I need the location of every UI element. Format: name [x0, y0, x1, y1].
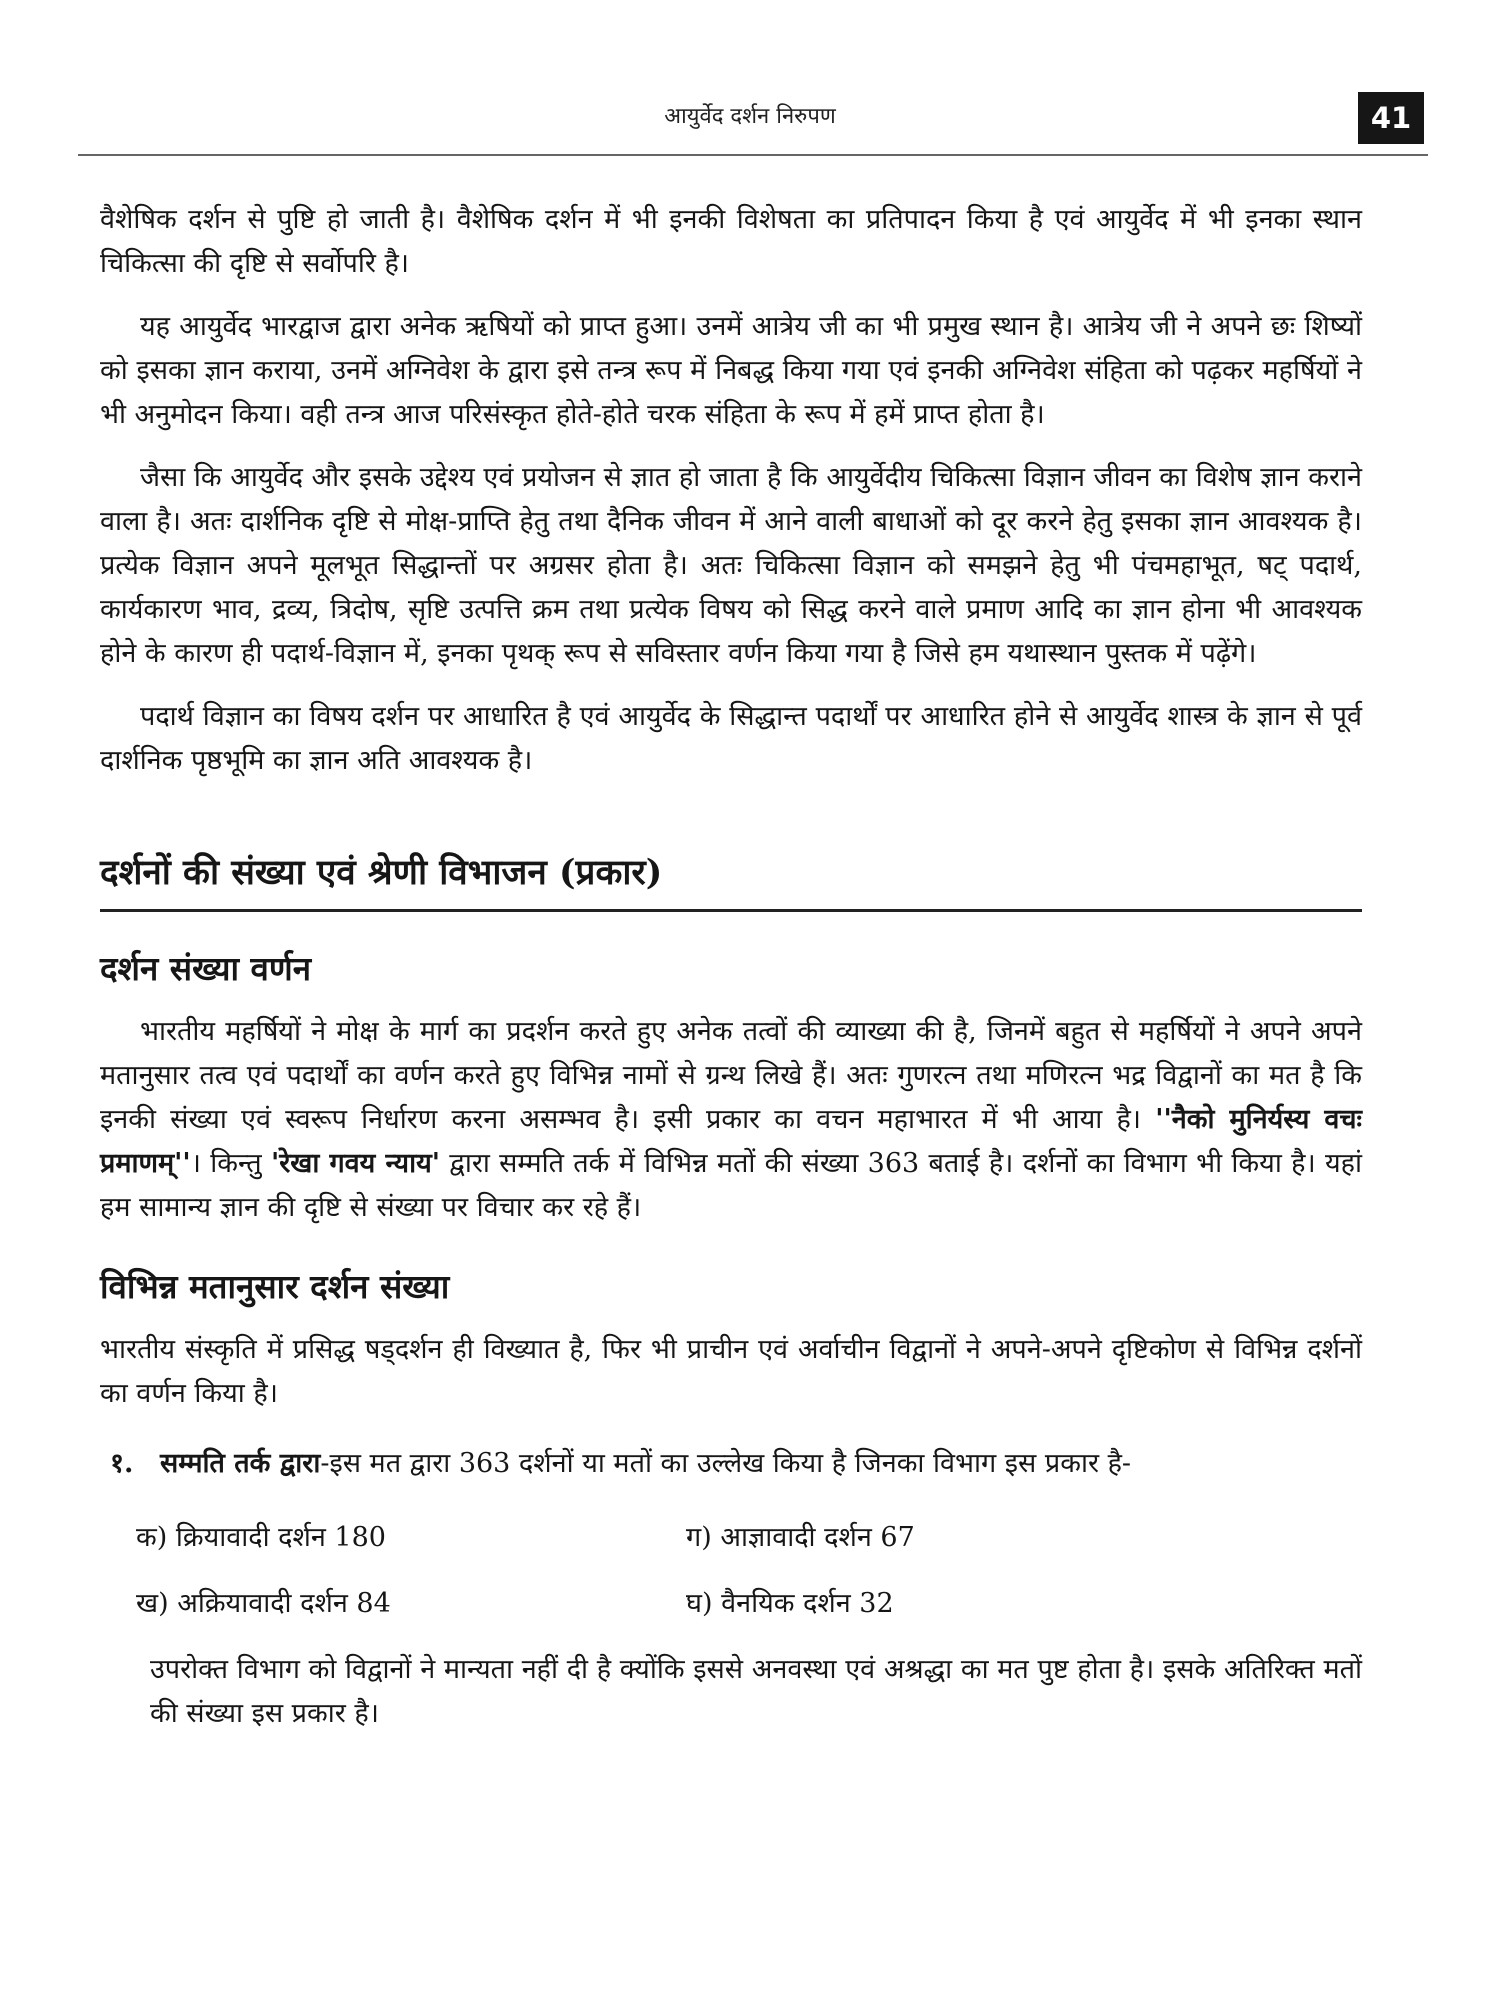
text-span: द्वारा सम्मति तर्क में विभिन्न मतों की संख्या 363 बताई है। दर्शनों का विभाग भी किया है। यहां हम सामान्य ज्ञान की दृष्टि से संख्या पर विचार कर रहे हैं।	[100, 1148, 1362, 1223]
list-item-label: सम्मति तर्क द्वारा	[160, 1448, 321, 1479]
category-agyavadi: ग) आज्ञावादी दर्शन 67	[686, 1522, 915, 1553]
section-heading: दर्शनों की संख्या एवं श्रेणी विभाजन (प्रकार)	[100, 852, 663, 893]
list-item-number: १.	[110, 1448, 134, 1479]
page-body	[100, 198, 1362, 1736]
category-akriyavadi: ख) अक्रियावादी दर्शन 84	[136, 1588, 391, 1619]
paragraph-purpose: जैसा कि आयुर्वेद और इसके उद्देश्य एवं प्रयोजन से ज्ञात हो जाता है कि आयुर्वेदीय चिकित्सा विज्ञान जीवन का विशेष ज्ञान कराने वाला है। अतः दार्शनिक दृष्टि से मोक्ष-प्राप्ति हेतु तथा दैनिक जीवन में आने वाली बाधाओं को दूर करने हेतु इसका ज्ञान आवश्यक है। प्रत्येक विज्ञान अपने मूलभूत सिद्धान्तों पर अग्रसर होता है। अतः चिकित्सा विज्ञान को समझने हेतु भी पंचमहाभूत, षट् पदार्थ, कार्यकारण भाव, द्रव्य, त्रिदोष, सृष्टि उत्पत्ति क्रम तथा प्रत्येक विषय को सिद्ध करने वाले प्रमाण आदि का ज्ञान होना भी आवश्यक होने के कारण ही पदार्थ-विज्ञान में, इनका पृथक् रूप से सविस्तार वर्णन किया गया है जिसे हम यथास्थान पुस्तक में पढ़ेंगे।	[100, 462, 1362, 669]
darshan-category-grid	[136, 1516, 1362, 1626]
subheading-darshan-sankhya: दर्शन संख्या वर्णन	[100, 949, 312, 988]
list-item-text: -इस मत द्वारा 363 दर्शनों या मतों का उल्लेख किया है जिनका विभाग इस प्रकार है-	[320, 1448, 1132, 1479]
category-kriyavadi: क) क्रियावादी दर्शन 180	[136, 1522, 386, 1553]
running-header-title: आयुर्वेद दर्शन निरुपण	[664, 104, 836, 129]
category-vainayik: घ) वैनयिक दर्शन 32	[686, 1588, 894, 1619]
paragraph-closing: उपरोक्त विभाग को विद्वानों ने मान्यता नहीं दी है क्योंकि इससे अनवस्था एवं अश्रद्धा का मत पुष्ट होता है। इसके अतिरिक्त मतों की संख्या इस प्रकार है।	[150, 1654, 1362, 1729]
text-span: । किन्तु	[190, 1148, 262, 1179]
paragraph-intro: भारतीय संस्कृति में प्रसिद्ध षड्दर्शन ही विख्यात है, फिर भी प्राचीन एवं अर्वाचीन विद्वानों ने अपने-अपने दृष्टिकोण से विभिन्न दर्शनों का वर्णन किया है।	[100, 1334, 1362, 1409]
subheading-vibhinn-mat: विभिन्न मतानुसार दर्शन संख्या	[100, 1267, 450, 1306]
nyaya-quote: 'रेखा गवय न्याय'	[270, 1148, 440, 1179]
paragraph-continuation: वैशेषिक दर्शन से पुष्टि हो जाती है। वैशेषिक दर्शन में भी इनकी विशेषता का प्रतिपादन किया है एवं आयुर्वेद में भी इनका स्थान चिकित्सा की दृष्टि से सर्वोपरि है।	[100, 204, 1362, 279]
section-heading-rule	[100, 909, 1362, 912]
text-span: भारतीय महर्षियों ने मोक्ष के मार्ग का प्रदर्शन करते हुए अनेक तत्वों की व्याख्या की है, जिनमें बहुत से महर्षियों ने अपने अपने मतानुसार तत्व एवं पदार्थों का वर्णन करते हुए विभिन्न नामों से ग्रन्थ लिखे हैं। अतः गुणरत्न तथा मणिरत्न भद्र विद्वानों का मत है कि इनकी संख्या एवं स्वरूप निर्धारण करना असम्भव है। इसी प्रकार का वचन महाभारत में भी आया है।	[100, 1016, 1362, 1135]
sanskrit-quote: ''नैको मुनिर्यस्य वचः प्रमाणम्''	[100, 1104, 1363, 1179]
header-divider	[78, 154, 1428, 156]
paragraph-darshan-sankhya	[100, 1010, 1362, 1230]
page-number-badge: 41	[1358, 92, 1424, 144]
list-item-sammati-tark	[110, 1442, 1362, 1486]
paragraph-bharadwaj: यह आयुर्वेद भारद्वाज द्वारा अनेक ऋषियों को प्राप्त हुआ। उनमें आत्रेय जी का भी प्रमुख स्थान है। आत्रेय जी ने अपने छः शिष्यों को इसका ज्ञान कराया, उनमें अग्निवेश के द्वारा इसे तन्त्र रूप में निबद्ध किया गया एवं इनकी अग्निवेश संहिता को पढ़कर महर्षियों ने भी अनुमोदन किया। वही तन्त्र आज परिसंस्कृत होते-होते चरक संहिता के रूप में हमें प्राप्त होता है।	[100, 311, 1362, 430]
paragraph-padarth-vigyan: पदार्थ विज्ञान का विषय दर्शन पर आधारित है एवं आयुर्वेद के सिद्धान्त पदार्थों पर आधारित होने से आयुर्वेद शास्त्र के ज्ञान से पूर्व दार्शनिक पृष्ठभूमि का ज्ञान अति आवश्यक है।	[100, 701, 1362, 776]
